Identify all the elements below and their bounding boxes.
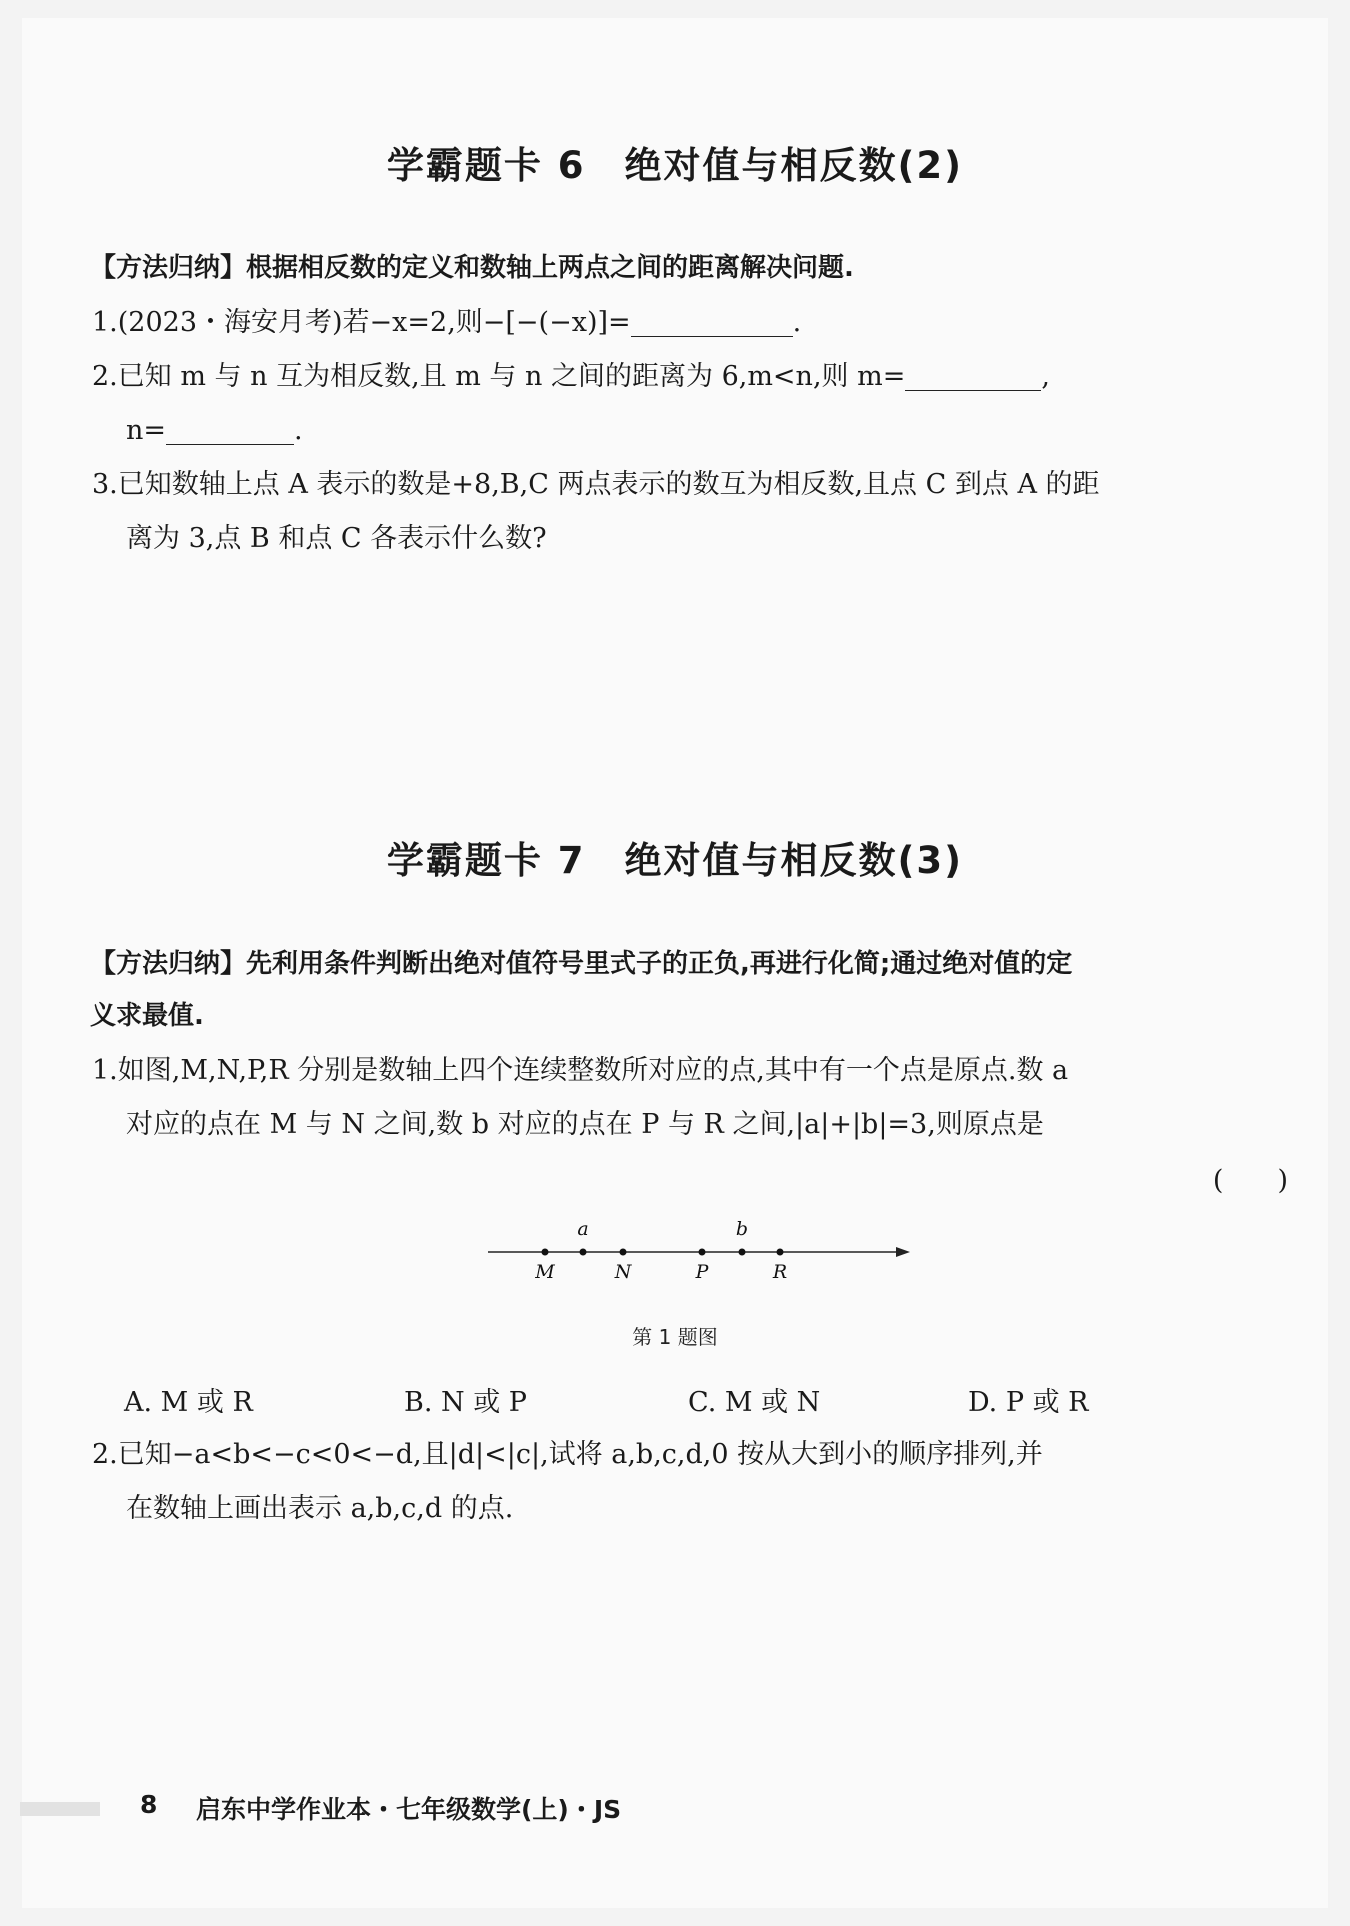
card6-q3-line1: 3.已知数轴上点 A 表示的数是+8,B,C 两点表示的数互为相反数,且点 C 到点 A 的距 xyxy=(92,469,1100,500)
answer-blank[interactable] xyxy=(631,306,793,337)
book-title: 启东中学作业本・七年级数学(上)・JS xyxy=(196,1795,622,1824)
card6-question-1 xyxy=(92,296,1282,350)
option-a[interactable]: A. M 或 R xyxy=(124,1387,253,1418)
card6-question-2 xyxy=(92,350,1282,458)
figure-caption: 第 1 题图 xyxy=(632,1325,718,1349)
card6-question-3 xyxy=(92,458,1282,566)
card6-q2-line2-end: . xyxy=(294,415,303,446)
card7-q2-line2: 在数轴上画出表示 a,b,c,d 的点. xyxy=(126,1493,514,1524)
label-b: b xyxy=(735,1218,749,1240)
card6-q2-line1: 2.已知 m 与 n 互为相反数,且 m 与 n 之间的距离为 6,m<n,则 m= xyxy=(92,361,906,392)
number-line-arrow xyxy=(896,1247,910,1257)
card7-title: 学霸题卡 7 绝对值与相反数(3) xyxy=(386,839,964,882)
footer-decoration xyxy=(20,1802,100,1816)
label-a: a xyxy=(577,1218,589,1240)
card7-question-2 xyxy=(92,1428,1282,1536)
card7-q2-line1: 2.已知−a<b<−c<0<−d,且|d|<|c|,试将 a,b,c,d,0 按从大到小的顺序排列,并 xyxy=(92,1439,1043,1470)
option-c[interactable]: C. M 或 N xyxy=(688,1387,821,1418)
answer-blank-n[interactable] xyxy=(166,414,294,445)
answer-parentheses[interactable]: ( ) xyxy=(1212,1165,1288,1196)
point-m-dot xyxy=(542,1249,549,1256)
label-p: P xyxy=(695,1261,709,1283)
label-n: N xyxy=(614,1261,632,1283)
card6-q1-text: 1.(2023・海安月考)若−x=2,则−[−(−x)]= xyxy=(92,307,631,338)
answer-blank-m[interactable] xyxy=(905,360,1041,391)
card7-q1-line2: 对应的点在 M 与 N 之间,数 b 对应的点在 P 与 R 之间,|a|+|b|=3,则原点是 xyxy=(126,1109,1044,1140)
card7-question-1 xyxy=(92,1044,1282,1152)
card6-q2-line2: n= xyxy=(126,415,167,446)
point-a-dot xyxy=(580,1249,587,1256)
page-number: 8 xyxy=(140,1790,158,1819)
point-n-dot xyxy=(620,1249,627,1256)
option-b[interactable]: B. N 或 P xyxy=(404,1387,527,1418)
card6-method: 【方法归纳】根据相反数的定义和数轴上两点之间的距离解决问题. xyxy=(90,253,854,283)
card6-q1-end: . xyxy=(792,307,802,338)
card6-title: 学霸题卡 6 绝对值与相反数(2) xyxy=(386,144,964,187)
card6-q2-line1-end: , xyxy=(1041,361,1050,392)
card7-method xyxy=(90,938,1290,1042)
number-line-figure xyxy=(480,1210,920,1290)
point-r-dot xyxy=(777,1249,784,1256)
label-r: R xyxy=(772,1261,788,1283)
card7-method-line1: 【方法归纳】先利用条件判断出绝对值符号里式子的正负,再进行化简;通过绝对值的定 xyxy=(90,949,1073,979)
card6-q3-line2: 离为 3,点 B 和点 C 各表示什么数? xyxy=(126,523,547,554)
card7-q1-line1: 1.如图,M,N,P,R 分别是数轴上四个连续整数所对应的点,其中有一个点是原点.数 a xyxy=(92,1055,1069,1086)
card7-method-line2: 义求最值. xyxy=(90,1001,204,1031)
point-p-dot xyxy=(699,1249,706,1256)
label-m: M xyxy=(535,1261,555,1283)
point-b-dot xyxy=(739,1249,746,1256)
option-d[interactable]: D. P 或 R xyxy=(968,1387,1089,1418)
